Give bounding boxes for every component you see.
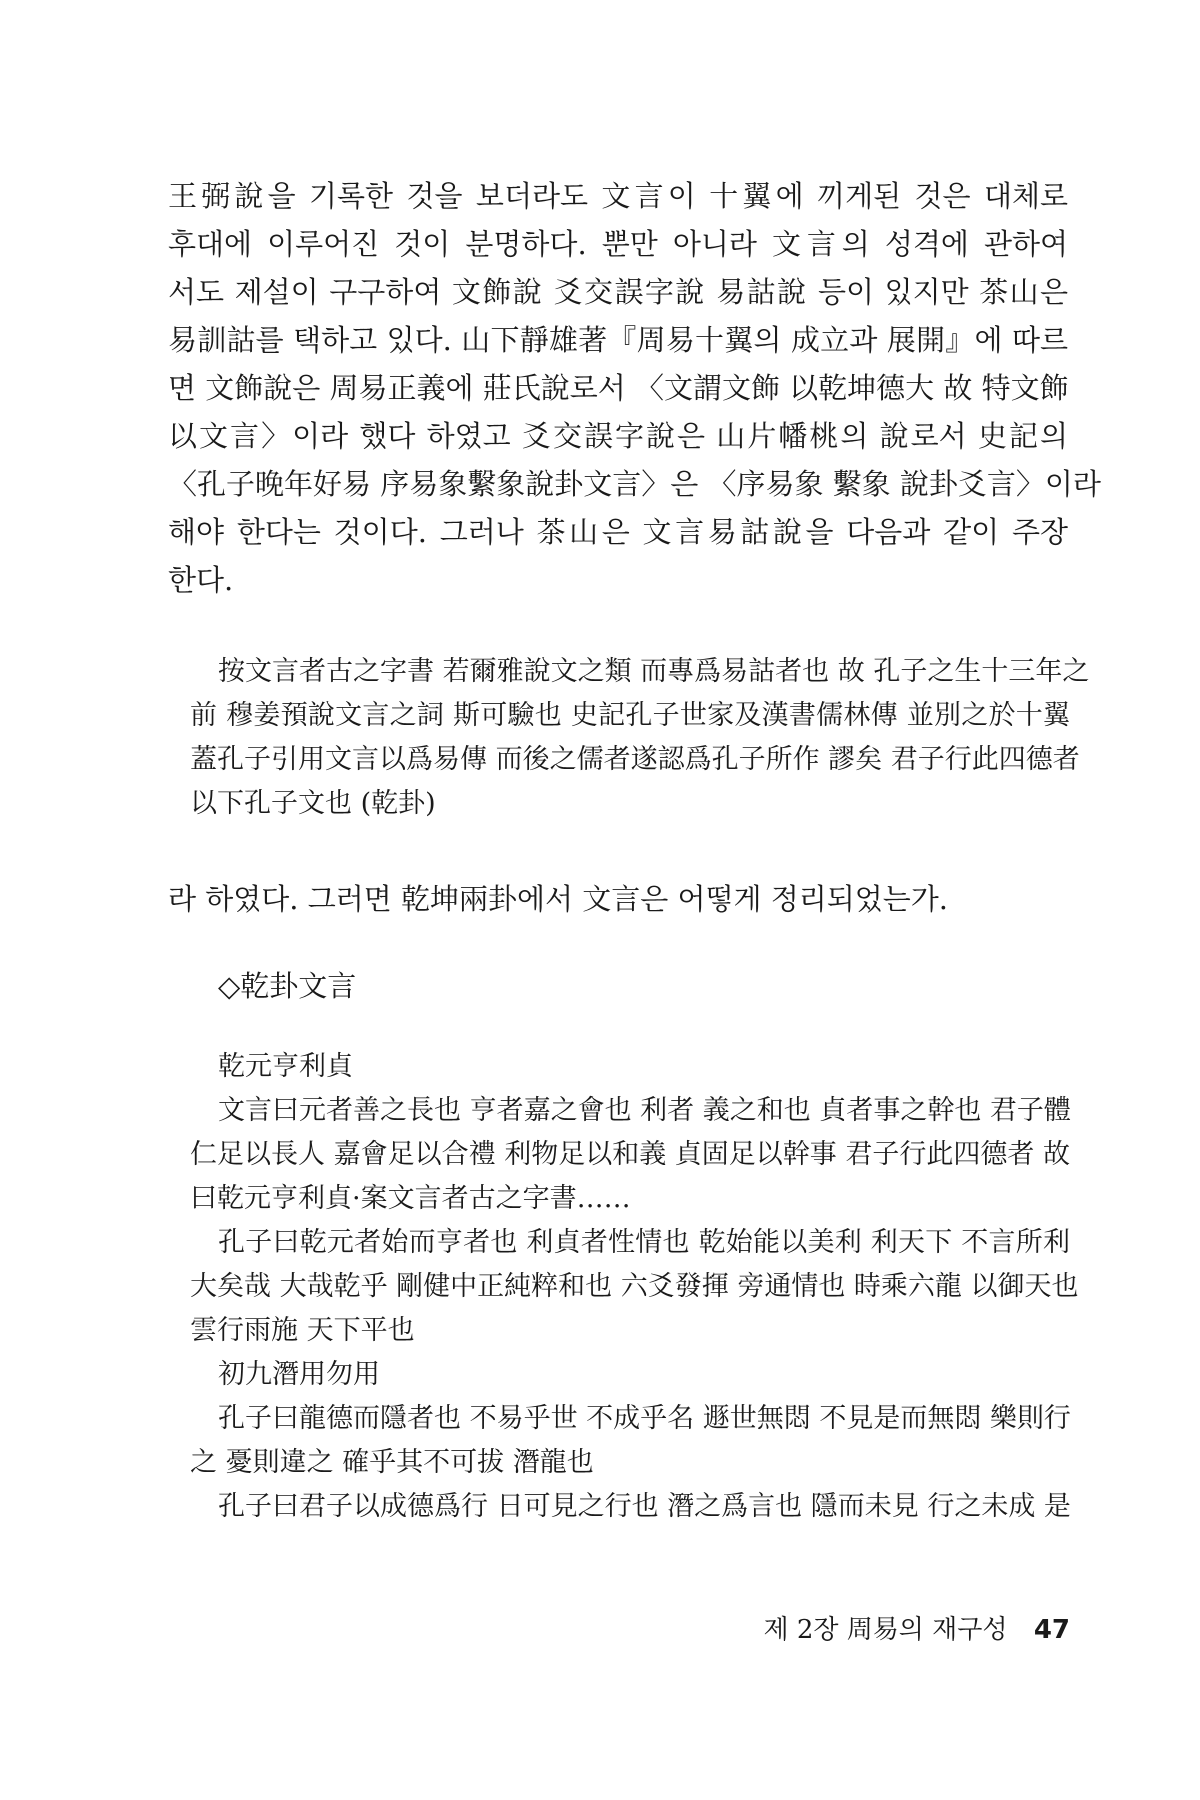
text-line: 면 文飾說은 周易正義에 莊氏說로서 〈文謂文飾 以乾坤德大 故 特文飾 <box>168 371 1069 405</box>
quote-line: 雲行雨施 天下平也 <box>190 1315 415 1346</box>
text-line: 以文言〉이라 했다 하였고 爻交誤字說은 山片幡桃의 說로서 史記의 <box>168 419 1068 453</box>
page-number: 47 <box>1033 1615 1070 1645</box>
body-paragraph <box>168 172 1101 604</box>
text-line: 후대에 이루어진 것이 분명하다. 뿐만 아니라 文言의 성격에 관하여 <box>168 227 1068 261</box>
sub-heading: 乾元亨利貞 <box>218 1051 353 1082</box>
text-line: 해야 한다는 것이다. 그러나 茶山은 文言易詁說을 다음과 같이 주장 <box>168 515 1068 549</box>
text-line: 라 하였다. 그러면 乾坤兩卦에서 文言은 어떻게 정리되었는가. <box>168 882 949 916</box>
quote-line: 前 穆姜預說文言之詞 斯可驗也 史記孔子世家及漢書儒林傳 並別之於十翼 <box>190 700 1070 731</box>
body-sentence <box>168 875 1068 923</box>
classic-text-section <box>190 1045 1079 1529</box>
quote-line: 大矣哉 大哉乾乎 剛健中正純粹和也 六爻發揮 旁通情也 時乘六龍 以御天也 <box>190 1271 1079 1302</box>
text-line: 〈孔子晚年好易 序易象繫象說卦文言〉은 〈序易象 繫象 說卦爻言〉이라 <box>168 467 1101 501</box>
quote-line: 蓋孔子引用文言以爲易傳 而後之儒者遂認爲孔子所作 謬矣 君子行此四德者 <box>190 744 1080 775</box>
quote-line: 孔子曰君子以成德爲行 日可見之行也 潛之爲言也 隱而未見 行之未成 是 <box>218 1491 1071 1522</box>
quote-line: 之 憂則違之 確乎其不可拔 潛龍也 <box>190 1447 594 1478</box>
quote-line: 按文言者古之字書 若爾雅說文之類 而專爲易詁者也 故 孔子之生十三年之 <box>218 656 1090 687</box>
text-line: 王弼說을 기록한 것을 보더라도 文言이 十翼에 끼게된 것은 대체로 <box>168 179 1068 213</box>
text-line: 易訓詁를 택하고 있다. 山下靜雄著『周易十翼의 成立과 展開』에 따르 <box>168 323 1068 357</box>
text-line: 한다. <box>168 563 234 597</box>
chapter-title: 제 2장 周易의 재구성 <box>763 1615 1008 1645</box>
quote-line: 孔子曰乾元者始而亨者也 利貞者性情也 乾始能以美利 利天下 不言所利 <box>218 1227 1070 1258</box>
text-line: 서도 제설이 구구하여 文飾說 爻交誤字說 易詁說 등이 있지만 茶山은 <box>168 275 1068 309</box>
page-footer <box>730 1610 1070 1650</box>
quote-line: 孔子曰龍德而隱者也 不易乎世 不成乎名 遯世無悶 不見是而無悶 樂則行 <box>218 1403 1071 1434</box>
sub-heading: 初九潛用勿用 <box>218 1359 380 1390</box>
block-quote <box>190 650 1090 826</box>
section-heading: ◇乾卦文言 <box>218 969 357 1003</box>
quote-line: 以下孔子文也 (乾卦) <box>190 788 436 819</box>
quote-line: 曰乾元亨利貞·案文言者古之字書…… <box>190 1183 631 1214</box>
quote-line: 文言曰元者善之長也 亨者嘉之會也 利者 義之和也 貞者事之幹也 君子體 <box>218 1095 1071 1126</box>
quote-line: 仁足以長人 嘉會足以合禮 利物足以和義 貞固足以幹事 君子行此四德者 故 <box>190 1139 1070 1170</box>
